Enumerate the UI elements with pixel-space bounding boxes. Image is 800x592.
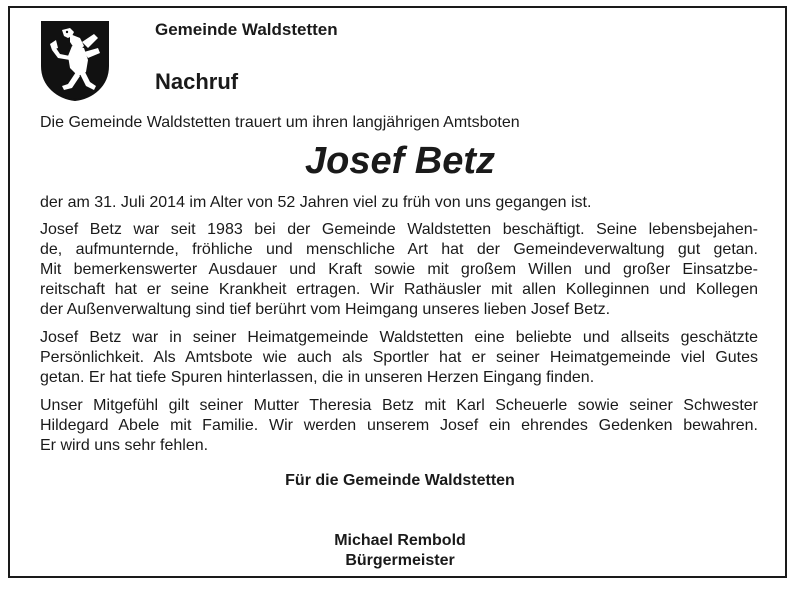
text-line: Hildegard Abele mit Familie. Wir werden unserem Josef ein ehrendes Gedenken bewahren.	[40, 417, 758, 434]
text-line: Er wird uns sehr fehlen.	[40, 437, 209, 454]
death-notice-sentence	[40, 193, 758, 213]
text-line: Josef Betz war seit 1983 bei der Gemeinde Waldstetten beschäftigt. Seine lebensbejahen-	[40, 221, 758, 238]
intro-line: Die Gemeinde Waldstetten trauert um ihren langjährigen Amtsboten	[40, 114, 520, 131]
paragraph-condolence	[40, 396, 758, 456]
text-line: Josef Betz war in seiner Heimatgemeinde Waldstetten eine beliebte und allseits geschätzte	[40, 329, 758, 346]
lion-coat-of-arms-icon	[40, 20, 110, 102]
text-line: Unser Mitgefühl gilt seiner Mutter Theresia Betz mit Karl Scheuerle sowie seiner Schwester	[40, 397, 758, 414]
signature-on-behalf: Für die Gemeinde Waldstetten	[285, 472, 515, 489]
text-line: de, aufmunternde, fröhliche und menschliche Art hat der Gemeindeverwaltung gut getan.	[40, 241, 758, 258]
text-line: Mit bemerkenswerter Ausdauer und Kraft sowie mit großem Willen und großer Einsatzbe-	[40, 261, 758, 278]
paragraph-career	[40, 220, 758, 320]
organization-name: Gemeinde Waldstetten	[155, 20, 338, 39]
obituary-heading: Nachruf	[155, 69, 239, 94]
text-line: der Außenverwaltung sind tief berührt vom Heimgang unseres lieben Josef Betz.	[40, 301, 611, 318]
signer-name: Michael Rembold	[334, 532, 466, 549]
signer-title: Bürgermeister	[345, 552, 455, 569]
paragraph-personality	[40, 328, 758, 388]
deceased-name: Josef Betz	[304, 140, 496, 182]
text-line: Persönlichkeit. Als Amtsbote wie auch als Sportler hat er seiner Heimatgemeinde viel Gutes	[40, 349, 758, 366]
text-line: der am 31. Juli 2014 im Alter von 52 Jahren viel zu früh von uns gegangen ist.	[40, 194, 592, 211]
text-line: reitschaft hat er seine Krankheit ertragen. Wir Rathäusler mit allen Kolleginnen und Kollegen	[40, 281, 758, 298]
text-line: getan. Er hat tiefe Spuren hinterlassen, die in unseren Herzen Eingang finden.	[40, 369, 595, 386]
